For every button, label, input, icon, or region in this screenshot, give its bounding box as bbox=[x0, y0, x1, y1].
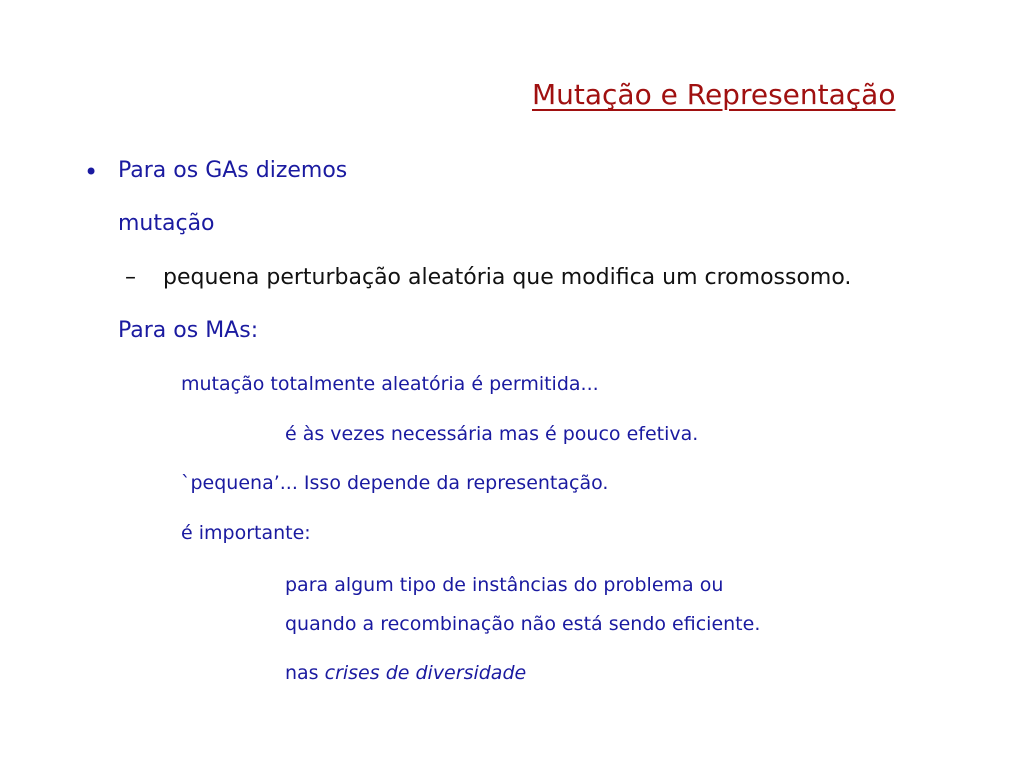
item-crises-prefix: nas bbox=[285, 662, 325, 684]
item-pouco-efetiva: é às vezes necessária mas é pouco efetiva. bbox=[285, 423, 699, 445]
item-mutacao-aleatoria: mutação totalmente aleatória é permitida... bbox=[181, 373, 599, 395]
sub-bullet-perturbacao: pequena perturbação aleatória que modifica um cromossomo. bbox=[163, 265, 852, 290]
item-importante: é importante: bbox=[181, 522, 311, 544]
line-para-os-mas: Para os MAs: bbox=[118, 318, 259, 343]
item-instancias: para algum tipo de instâncias do problema ou bbox=[285, 574, 724, 596]
dash-bullet: – bbox=[125, 265, 136, 290]
item-recombinacao: quando a recombinação não está sendo eficiente. bbox=[285, 613, 761, 635]
line-mutacao: mutação bbox=[118, 211, 215, 236]
slide-title: Mutação e Representação bbox=[532, 78, 896, 111]
item-pequena: `pequena’... Isso depende da representação. bbox=[181, 472, 609, 494]
item-crises-italic: crises de diversidade bbox=[324, 662, 527, 684]
bullet-icon: • bbox=[84, 158, 99, 186]
line-para-os-gas: Para os GAs dizemos bbox=[118, 158, 348, 183]
item-crises bbox=[285, 662, 526, 684]
